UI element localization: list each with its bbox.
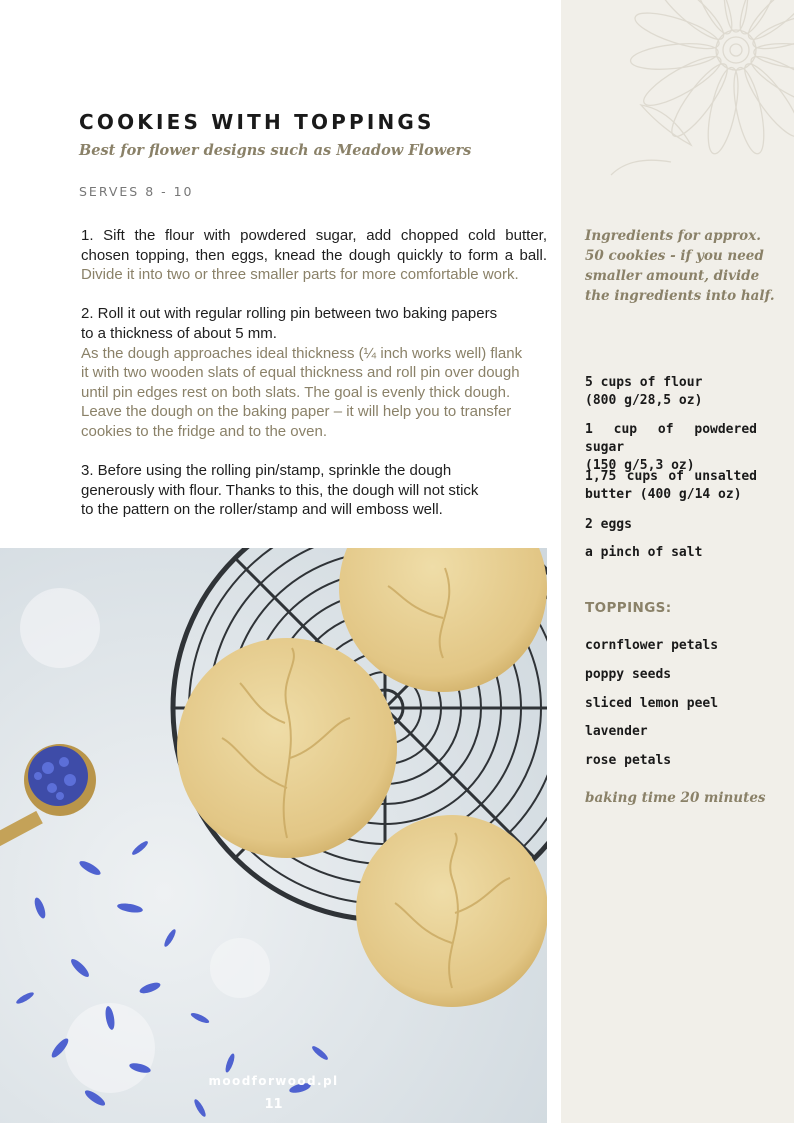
daisy-flower-icon	[601, 0, 794, 200]
instructions	[81, 226, 547, 540]
intro-line-1: Ingredients for approx.	[585, 228, 761, 244]
toppings-heading: TOPPINGS:	[585, 600, 672, 616]
step-2-note-line-4: Leave the dough on the baking paper – it will help you to transfer	[81, 403, 512, 421]
ingredient-sugar	[585, 421, 757, 475]
step-2-note-line-2: it with two wooden slats of equal thickness and roll pin over dough	[81, 364, 520, 382]
topping-item: cornflower petals	[585, 638, 719, 653]
ingredient-flour	[585, 374, 757, 410]
step-2	[81, 304, 547, 441]
page-subtitle: Best for flower designs such as Meadow Flowers	[79, 142, 472, 159]
step-2-note-line-3: until pin edges rest on both slats. The goal is evenly thick dough.	[81, 383, 511, 401]
step-1-line-2: chosen topping, then eggs, knead the dough quickly to form a ball.	[81, 246, 547, 264]
topping-item: lavender	[585, 724, 648, 739]
ingredient-salt-line-1: a pinch of salt	[585, 545, 703, 560]
intro-line-4: the ingredients into half.	[585, 288, 775, 304]
ingredient-butter-line-2: butter (400 g/14 oz)	[585, 487, 742, 502]
ingredient-sugar-line-2: (150 g/5,3 oz)	[585, 458, 695, 473]
cookies-photo	[0, 548, 547, 1123]
step-2-note-line-5: cookies to the fridge and to the oven.	[81, 422, 327, 440]
ingredient-flour-line-2: (800 g/28,5 oz)	[585, 393, 703, 408]
intro-line-3: smaller amount, divide	[585, 268, 760, 284]
topping-item: poppy seeds	[585, 667, 672, 682]
step-1-note-line-1: Divide it into two or three smaller parts for more comfortable work.	[81, 266, 519, 284]
ingredients-intro	[585, 226, 775, 306]
step-2-line-2: to a thickness of about 5 mm.	[81, 324, 277, 342]
page-title: COOKIES WITH TOPPINGS	[79, 110, 435, 134]
step-3-line-3: to the pattern on the roller/stamp and will emboss well.	[81, 501, 443, 519]
baking-time: baking time 20 minutes	[585, 790, 766, 806]
ingredient-eggs-line-1: 2 eggs	[585, 517, 632, 532]
serves-label: SERVES 8 - 10	[79, 184, 194, 199]
step-3	[81, 461, 547, 520]
step-1-line-1: 1. Sift the flour with powdered sugar, add chopped cold butter,	[81, 227, 547, 244]
ingredient-flour-line-1: 5 cups of flour	[585, 375, 703, 390]
topping-item: rose petals	[585, 753, 672, 768]
ingredient-eggs	[585, 516, 757, 534]
step-2-line-1: 2. Roll it out with regular rolling pin between two baking papers	[81, 305, 498, 323]
step-1	[81, 226, 547, 285]
step-2-note-line-1: As the dough approaches ideal thickness (¼ inch works well) flank	[81, 344, 523, 362]
cookies-photo-illustration	[0, 548, 547, 1123]
ingredient-sugar-line-1: 1 cup of powdered sugar	[585, 422, 757, 455]
website-url: moodforwood.pl	[208, 1074, 339, 1088]
ingredient-salt	[585, 544, 757, 562]
intro-line-2: 50 cookies - if you need	[585, 248, 764, 264]
step-3-line-2: generously with flour. Thanks to this, the dough will not stick	[81, 481, 479, 499]
step-3-line-1: 3. Before using the rolling pin/stamp, sprinkle the dough	[81, 462, 452, 480]
page-number: 11	[264, 1097, 283, 1112]
topping-item: sliced lemon peel	[585, 696, 719, 711]
ingredient-butter	[585, 468, 757, 504]
ingredient-butter-line-1: 1,75 cups of unsalted	[585, 469, 757, 484]
